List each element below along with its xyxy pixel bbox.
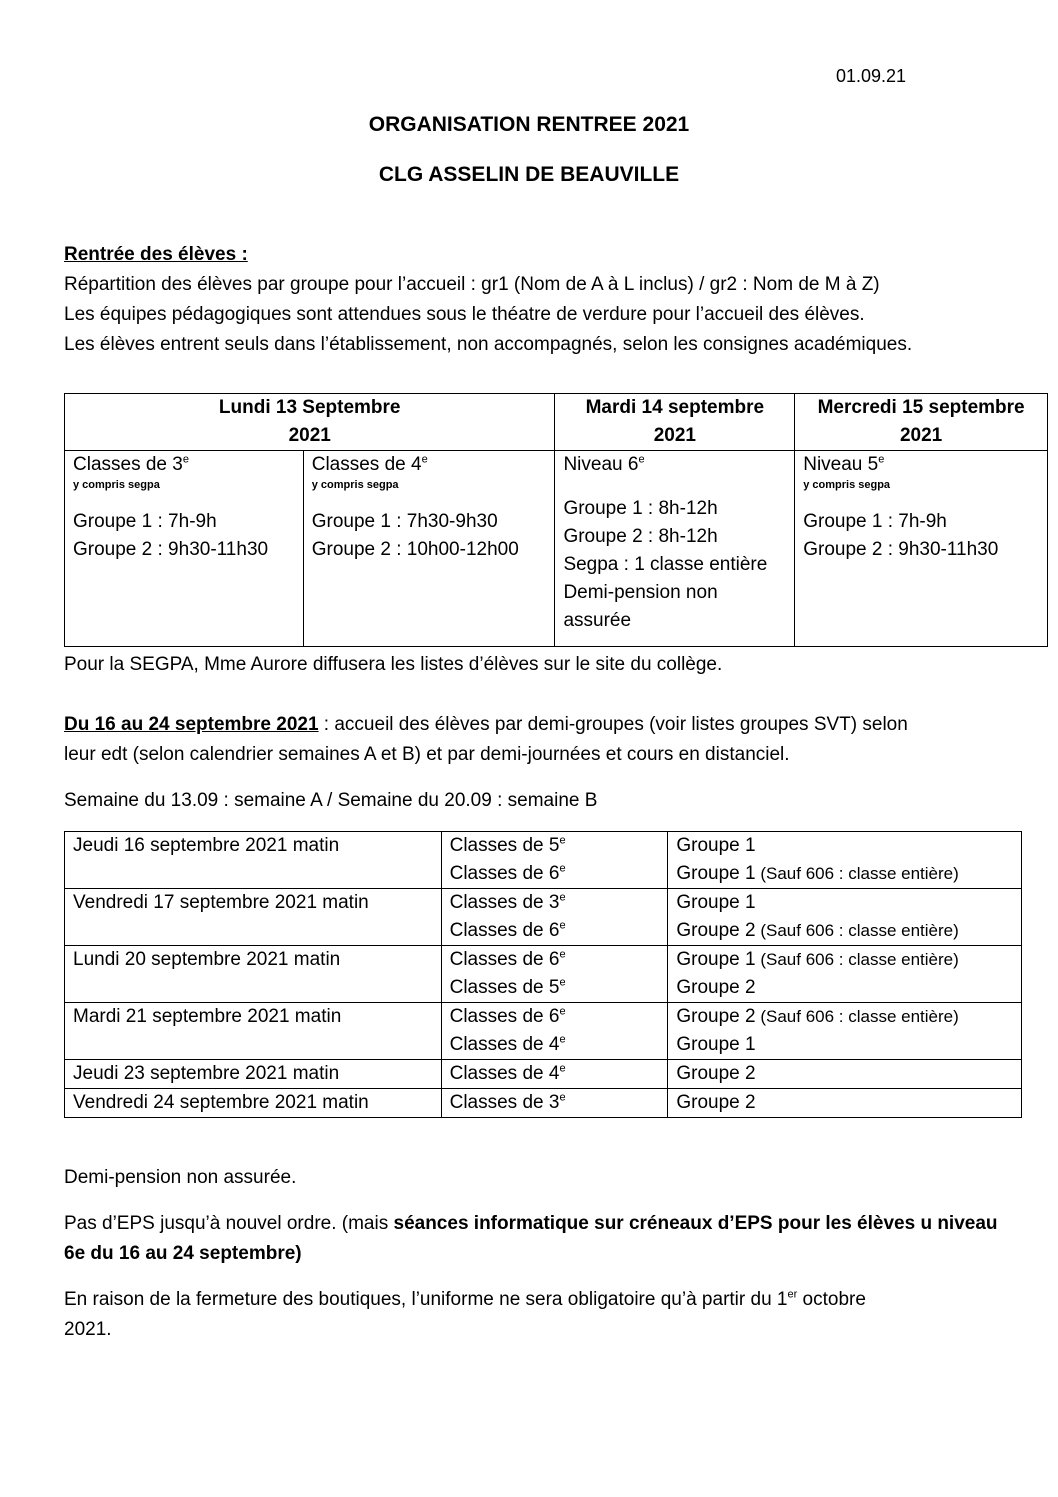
cell-classes-4: Classes de 4e y compris segpa Groupe 1 : 7h30-9h30 Groupe 2 : 10h00-12h00 xyxy=(303,451,555,647)
day-cell: Vendredi 24 septembre 2021 matin xyxy=(65,1089,442,1118)
groups-cell: Groupe 2 (Sauf 606 : classe entière) Groupe 1 xyxy=(668,1003,1022,1060)
intro-line: Les élèves entrent seuls dans l’établissement, non accompagnés, selon les consignes académiques. xyxy=(64,334,913,355)
table-row xyxy=(65,832,1022,889)
rentree-schedule-table xyxy=(64,393,1048,647)
day-cell: Lundi 20 septembre 2021 matin xyxy=(65,946,442,1003)
cell-niveau-6: Niveau 6e Groupe 1 : 8h-12h Groupe 2 : 8h-12h Segpa : 1 classe entière Demi-pension non assurée xyxy=(555,451,795,647)
classes-cell: Classes de 6e Classes de 5e xyxy=(441,946,668,1003)
table-row xyxy=(65,1060,1022,1089)
table-header-row xyxy=(65,394,1048,451)
groups-cell: Groupe 2 xyxy=(668,1089,1022,1118)
uniforme-note: En raison de la fermeture des boutiques, l’uniforme ne sera obligatoire qu’à partir du 1er octobre 2021. xyxy=(64,1288,866,1340)
groups-cell: Groupe 1 (Sauf 606 : classe entière) Groupe 2 xyxy=(668,946,1022,1003)
table-row xyxy=(65,451,1048,647)
classes-cell: Classes de 3e Classes de 6e xyxy=(441,889,668,946)
eps-note: Pas d’EPS jusqu’à nouvel ordre. (mais séances informatique sur créneaux d’EPS pour les élèves u niveau 6e du 16 au 24 septembre) xyxy=(64,1213,998,1264)
day-cell: Vendredi 17 septembre 2021 matin xyxy=(65,889,442,946)
period-heading: Du 16 au 24 septembre 2021 xyxy=(64,714,319,735)
classes-cell: Classes de 4e xyxy=(441,1060,668,1089)
groups-cell: Groupe 1 Groupe 2 (Sauf 606 : classe entière) xyxy=(668,889,1022,946)
table-row xyxy=(65,946,1022,1003)
intro-line: Répartition des élèves par groupe pour l’accueil : gr1 (Nom de A à L inclus) / gr2 : Nom de M à Z) xyxy=(64,274,880,295)
groups-cell: Groupe 1 Groupe 1 (Sauf 606 : classe entière) xyxy=(668,832,1022,889)
period-section: Du 16 au 24 septembre 2021 : accueil des élèves par demi-groupes (voir listes groupes SVT) selon leur edt (selon calendrier semaines A et B) et par demi-journées et cours en distanciel. xyxy=(64,714,908,765)
document-date: 01.09.21 xyxy=(836,66,907,86)
segpa-note: Pour la SEGPA, Mme Aurore diffusera les listes d’élèves sur le site du collège. xyxy=(64,654,723,675)
weekly-schedule-table xyxy=(64,831,1022,1118)
intro-heading: Rentrée des élèves : xyxy=(64,244,248,265)
table-row xyxy=(65,1003,1022,1060)
demi-pension-note: Demi-pension non assurée. xyxy=(64,1167,297,1188)
classes-cell: Classes de 3e xyxy=(441,1089,668,1118)
day-cell: Mardi 21 septembre 2021 matin xyxy=(65,1003,442,1060)
header-cell-mardi: Mardi 14 septembre 2021 xyxy=(555,394,795,451)
intro-line: Les équipes pédagogiques sont attendues sous le théatre de verdure pour l’accueil des élèves. xyxy=(64,304,865,325)
weeks-note: Semaine du 13.09 : semaine A / Semaine du 20.09 : semaine B xyxy=(64,790,598,811)
header-cell-lundi: Lundi 13 Septembre 2021 xyxy=(65,394,555,451)
document-title: ORGANISATION RENTREE 2021 xyxy=(368,113,690,136)
classes-cell: Classes de 6e Classes de 4e xyxy=(441,1003,668,1060)
classes-cell: Classes de 5e Classes de 6e xyxy=(441,832,668,889)
school-name: CLG ASSELIN DE BEAUVILLE xyxy=(378,163,680,186)
cell-niveau-5: Niveau 5e y compris segpa Groupe 1 : 7h-9h Groupe 2 : 9h30-11h30 xyxy=(795,451,1048,647)
groups-cell: Groupe 2 xyxy=(668,1060,1022,1089)
day-cell: Jeudi 23 septembre 2021 matin xyxy=(65,1060,442,1089)
table-row xyxy=(65,889,1022,946)
header-cell-mercredi: Mercredi 15 septembre 2021 xyxy=(795,394,1048,451)
intro-section xyxy=(64,240,1004,360)
day-cell: Jeudi 16 septembre 2021 matin xyxy=(65,832,442,889)
table-row xyxy=(65,1089,1022,1118)
cell-classes-3: Classes de 3e y compris segpa Groupe 1 : 7h-9h Groupe 2 : 9h30-11h30 xyxy=(65,451,304,647)
